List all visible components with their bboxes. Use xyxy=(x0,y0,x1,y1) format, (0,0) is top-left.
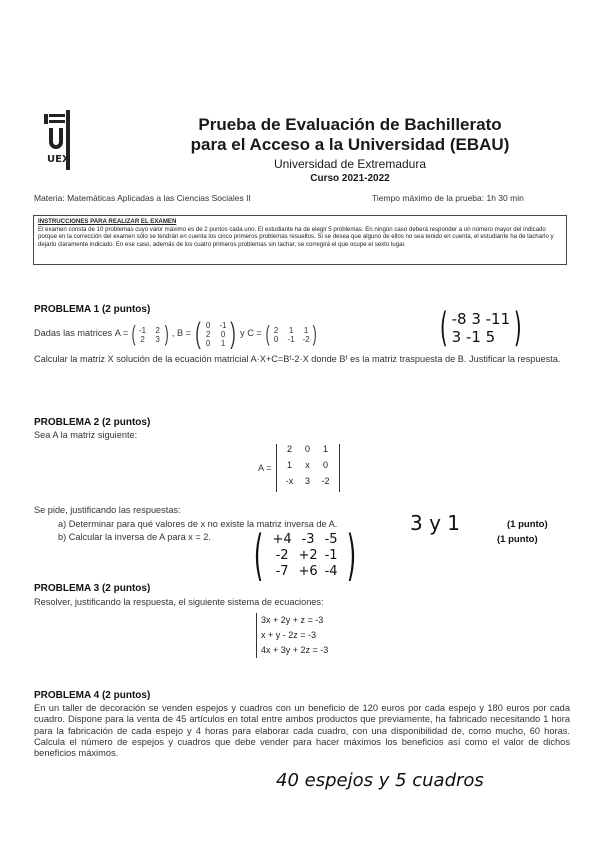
logo-text: UEX xyxy=(47,154,70,165)
matrix-cell: 2 xyxy=(155,325,160,335)
matrix-A: ( -1 2 2 3 ) xyxy=(131,320,169,346)
problem3-intro: Resolver, justificando la respuesta, el siguiente sistema de ecuaciones: xyxy=(34,597,324,607)
matrix-C-label: y C = xyxy=(240,328,262,338)
title-line1: Prueba de Evaluación de Bachillerato xyxy=(198,115,502,134)
equation: 3x + 2y + z = -3 xyxy=(261,615,324,625)
matrix-cell: 1 xyxy=(323,444,329,454)
problem1-handwritten-answer: ( -8 3 -11 3 -1 5 ) xyxy=(439,305,522,351)
problem2-pide: Se pide, justificando las respuestas: xyxy=(34,505,181,515)
problem4-handwritten-answer: 40 espejos y 5 cuadros xyxy=(276,770,484,791)
problem2-title: PROBLEMA 2 (2 puntos) xyxy=(34,417,151,428)
problem2-part-b: b) Calcular la inversa de A para x = 2. xyxy=(58,532,211,542)
matrix-cell: 0 xyxy=(273,334,279,344)
matrix-cell: 0 xyxy=(305,444,311,454)
instructions-body: El examen consta de 10 problemas cuyo valor máximo es de 2 puntos cada uno. El estudiante ha de elegir 5 problemas. En ningún caso deberá responder a un número mayor del indicado porque en la corrección del examen sólo se tendrán en cuenta los cinco primeros problemas resueltos. Si se desea que alguno de ellos no sea tenido en cuenta, el estudiante ha de tacharlo y dejarlo claramente indicado. En ese caso, además de los cuatro primeros problemas sin tachar, se corregirá el que ocupe el sexto lugar. xyxy=(38,225,554,248)
matrix-cell: 0 xyxy=(323,460,329,470)
problem2-part-a: a) Determinar para qué valores de x no existe la matriz inversa de A. xyxy=(58,519,338,529)
matrix-cell: 2 xyxy=(273,325,279,335)
matrix-cell: x xyxy=(305,460,310,470)
matrix-cell: -x xyxy=(285,476,294,486)
matrix-A-label: A = xyxy=(114,328,129,338)
problem2-handwritten-inverse: ( +4 -3 -5 -2 +2 -1 -7 +6 -4 ) xyxy=(253,524,357,587)
matrix-cell: -2 xyxy=(321,476,330,486)
hand-cell: -7 xyxy=(275,564,289,579)
matrix-cell: 1 xyxy=(287,460,293,470)
curso-label: Curso 2021-2022 xyxy=(310,173,390,184)
matrix-B: ( 0 -1 2 0 0 1 ) xyxy=(195,316,236,350)
matrix-cell: 2 xyxy=(140,334,145,344)
title-block xyxy=(170,115,530,185)
matrix-cell: 3 xyxy=(155,334,160,344)
problem2-intro: Sea A la matriz siguiente: xyxy=(34,430,138,440)
matrix-cell: -1 xyxy=(139,325,147,335)
title-line2: para el Acceso a la Universidad (EBAU) xyxy=(190,135,510,154)
hand-cell: -2 xyxy=(275,548,289,563)
problem2-matrix-label: A = xyxy=(258,462,272,473)
matrix-B-label: , B = xyxy=(171,328,192,338)
matrix-cell: -2 xyxy=(302,334,310,344)
hand-cell: +6 xyxy=(298,564,318,579)
hand-row: 3 -1 5 xyxy=(451,328,496,346)
hand-cell: -4 xyxy=(324,564,338,579)
problem2-part-a-points: (1 punto) xyxy=(507,519,548,530)
problem4-title: PROBLEMA 4 (2 puntos) xyxy=(34,690,151,701)
hand-cell: -1 xyxy=(324,548,338,563)
problem1-matrices xyxy=(34,316,320,350)
hand-cell: +2 xyxy=(298,548,318,563)
hand-cell: -5 xyxy=(324,532,338,547)
matrix-cell: 0 xyxy=(205,339,211,348)
equation: x + y - 2z = -3 xyxy=(261,630,317,640)
instructions-heading: INSTRUCCIONES PARA REALIZAR EL EXAMEN xyxy=(38,218,177,225)
university-name: Universidad de Extremadura xyxy=(273,157,427,171)
matrix-cell: -1 xyxy=(287,334,295,344)
matrix-C: ( 2 1 1 0 -1 -2 ) xyxy=(265,320,317,346)
problem3-title: PROBLEMA 3 (2 puntos) xyxy=(34,583,151,594)
problem1-intro: Dadas las matrices xyxy=(34,328,113,338)
uex-logo xyxy=(44,110,78,176)
matrix-cell: 2 xyxy=(287,444,293,454)
matrix-cell: 2 xyxy=(205,330,211,339)
matrix-cell: 1 xyxy=(303,325,309,335)
hand-cell: +4 xyxy=(272,532,292,547)
problem4-text: En un taller de decoración se venden espejos y cuadros con un beneficio de 120 euros por cada espejo y 180 euros por cada cuadro. Dispone para la venta de 45 artículos en total entre ambos productos que previamente, ha fabricado necesitando 1 hora para la fabricación de cada espejo y 4 horas para elaborar cada cuadro, con una disponibilidad de, como mucho, 60 horas. Calcula el número de espejos y cuadros que debe vender para hacer máximos los beneficios así como el valor de dichos beneficios máximos. xyxy=(34,703,570,759)
tiempo-label: Tiempo máximo de la prueba: 1h 30 min xyxy=(372,193,524,203)
instructions-box xyxy=(33,215,567,265)
problem3-system xyxy=(256,613,328,658)
equation: 4x + 3y + 2z = -3 xyxy=(261,645,329,655)
hand-cell: -3 xyxy=(301,532,315,547)
hand-row: -8 3 -11 xyxy=(451,310,511,328)
matrix-cell: 1 xyxy=(288,325,294,335)
matrix-cell: 1 xyxy=(220,339,226,348)
matrix-cell: 0 xyxy=(205,321,211,330)
problem2-handwritten-a: 3 y 1 xyxy=(410,511,460,535)
problem1-title: PROBLEMA 1 (2 puntos) xyxy=(34,304,151,315)
matrix-cell: 3 xyxy=(305,476,311,486)
problem2-matrix xyxy=(258,444,344,492)
problem1-question: Calcular la matriz X solución de la ecuación matricial A·X+C=Bᵗ-2·X donde Bᵗ es la matriz traspuesta de B. Justificar la respuesta. xyxy=(34,354,561,364)
matrix-cell: 0 xyxy=(220,330,226,339)
problem2-part-b-points: (1 punto) xyxy=(497,534,538,545)
materia-label: Materia: Matemáticas Aplicadas a las Ciencias Sociales II xyxy=(34,193,251,203)
matrix-cell: -1 xyxy=(219,321,227,330)
